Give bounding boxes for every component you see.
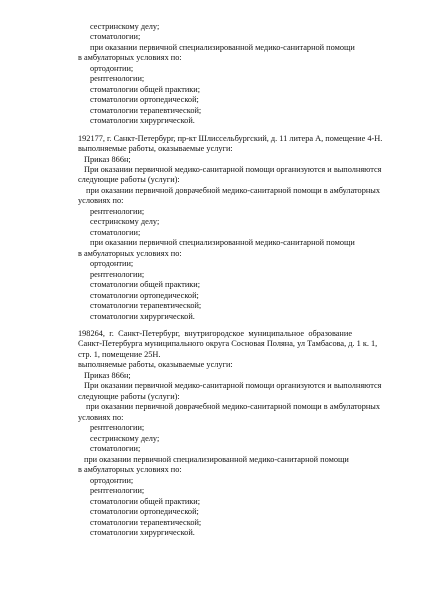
service-heading: при оказании первичной специализированной медико-санитарной помощи — [84, 455, 349, 464]
service-intro: При оказании первичной медико-санитарной помощи организуются и выполняются — [84, 381, 382, 390]
service-item: стоматологии хирургической. — [90, 528, 195, 537]
service-item: сестринскому делу; — [90, 434, 160, 443]
address-cont: Санкт-Петербурга муниципального округа Сосновая Поляна, ул Тамбасова, д. 1 к. 1, — [78, 339, 378, 348]
service-heading: при оказании первичной специализированной медико-санитарной помощи — [90, 238, 355, 247]
order-reference: Приказ 866н; — [84, 371, 131, 380]
service-heading-cont: условиях по: — [78, 413, 124, 422]
service-item: стоматологии; — [90, 444, 141, 453]
service-item: стоматологии хирургической. — [90, 312, 195, 321]
service-intro-cont: следующие работы (услуги): — [78, 392, 180, 401]
service-item: стоматологии терапевтической; — [90, 106, 202, 115]
address: 198264, г. Санкт-Петербург, внутригородское муниципальное образование — [78, 329, 352, 338]
service-heading: при оказании первичной специализированной медико-санитарной помощи — [90, 43, 355, 52]
service-item: стоматологии ортопедической; — [90, 95, 199, 104]
works-label: выполняемые работы, оказываемые услуги: — [78, 144, 233, 153]
order-reference: Приказ 866н; — [84, 155, 131, 164]
service-item: стоматологии; — [90, 228, 141, 237]
service-heading: при оказании первичной доврачебной медико-санитарной помощи в амбулаторных — [86, 402, 381, 411]
service-item: стоматологии ортопедической; — [90, 291, 199, 300]
service-item: ортодонтии; — [90, 259, 134, 268]
service-item: рентгенологии; — [90, 207, 145, 216]
service-item: стоматологии; — [90, 32, 141, 41]
service-item: ортодонтии; — [90, 476, 134, 485]
service-heading-cont: в амбулаторных условиях по: — [78, 465, 182, 474]
service-heading-cont: в амбулаторных условиях по: — [78, 53, 182, 62]
service-item: сестринскому делу; — [90, 217, 160, 226]
service-item: рентгенологии; — [90, 423, 145, 432]
works-label: выполняемые работы, оказываемые услуги: — [78, 360, 233, 369]
service-item: сестринскому делу; — [90, 22, 160, 31]
service-item: ортодонтии; — [90, 64, 134, 73]
service-item: рентгенологии; — [90, 486, 145, 495]
service-heading: при оказании первичной доврачебной медико-санитарной помощи в амбулаторных — [86, 186, 381, 195]
service-item: стоматологии терапевтической; — [90, 518, 202, 527]
service-item: стоматологии общей практики; — [90, 85, 201, 94]
address-cont: стр. 1, помещение 25Н. — [78, 350, 161, 359]
service-intro-cont: следующие работы (услуги): — [78, 175, 180, 184]
service-item: стоматологии хирургической. — [90, 116, 195, 125]
service-intro: При оказании первичной медико-санитарной помощи организуются и выполняются — [84, 165, 382, 174]
service-item: стоматологии общей практики; — [90, 497, 201, 506]
service-item: рентгенологии; — [90, 74, 145, 83]
service-heading-cont: в амбулаторных условиях по: — [78, 249, 182, 258]
address: 192177, г. Санкт-Петербург, пр-кт Шлиссельбургский, д. 11 литера А, помещение 4-Н. — [78, 134, 383, 143]
service-heading-cont: условиях по: — [78, 196, 124, 205]
service-item: стоматологии общей практики; — [90, 280, 201, 289]
service-item: стоматологии терапевтической; — [90, 301, 202, 310]
service-item: рентгенологии; — [90, 270, 145, 279]
service-item: стоматологии ортопедической; — [90, 507, 199, 516]
